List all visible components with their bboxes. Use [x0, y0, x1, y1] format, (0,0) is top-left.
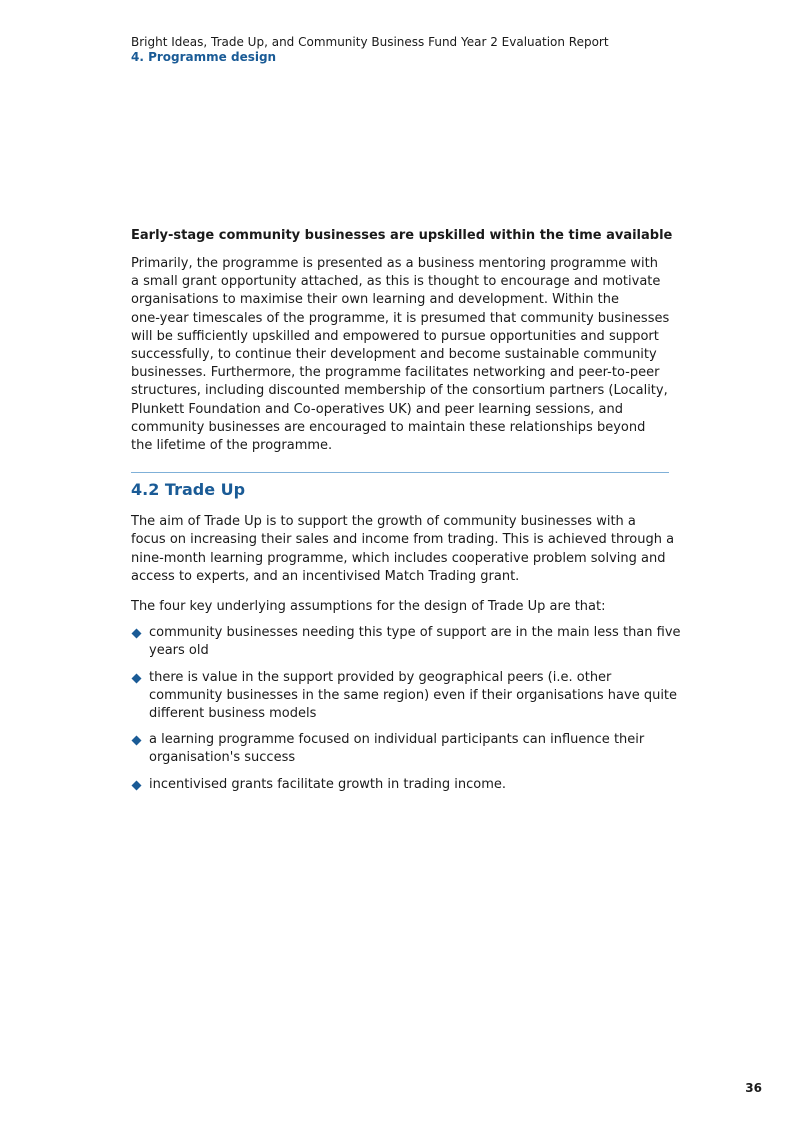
list-item-line: different business models	[149, 706, 317, 722]
assumptions-list	[131, 624, 681, 794]
diamond-bullet-icon	[131, 628, 142, 639]
page-body	[131, 227, 681, 802]
list-item	[131, 669, 678, 724]
diamond-bullet-icon	[131, 735, 142, 746]
list-item-line: community businesses needing this type of support are in the main less than five	[149, 625, 681, 641]
diamond-bullet-icon	[131, 780, 142, 791]
chapter-label: 4. Programme design	[131, 50, 277, 64]
paragraph-line: businesses. Furthermore, the programme facilitates networking and peer-to-peer	[131, 365, 660, 381]
paragraph-line: will be sufficiently upskilled and empowered to pursue opportunities and support	[131, 328, 659, 344]
report-title: Bright Ideas, Trade Up, and Community Business Fund Year 2 Evaluation Report	[131, 35, 609, 49]
paragraph-line: a small grant opportunity attached, as this is thought to encourage and motivate	[131, 274, 661, 290]
paragraph-spacer	[131, 586, 669, 598]
list-item-line: incentivised grants facilitate growth in trading income.	[149, 776, 507, 792]
list-item-line: there is value in the support provided by geographical peers (i.e. other	[149, 669, 612, 685]
assumptions-intro	[131, 598, 669, 616]
paragraph-line: Plunkett Foundation and Co-operatives UK) and peer learning sessions, and	[131, 401, 623, 417]
list-item-line: organisation's success	[149, 750, 296, 766]
paragraph-line: community businesses are encouraged to maintain these relationships beyond	[131, 419, 646, 435]
running-header	[131, 35, 691, 65]
section-divider	[131, 472, 669, 473]
paragraph-line: structures, including discounted membership of the consortium partners (Locality,	[131, 383, 668, 399]
list-item	[131, 731, 669, 767]
list-item-line: community businesses in the same region) even if their organisations have quite	[149, 687, 678, 703]
paragraph-line: focus on increasing their sales and income from trading. This is achieved through a	[131, 532, 675, 548]
diamond-bullet-icon	[131, 673, 142, 684]
page-number: 36	[745, 1081, 762, 1095]
paragraph-line: nine-month learning programme, which includes cooperative problem solving and	[131, 550, 666, 566]
paragraph-line: Primarily, the programme is presented as a business mentoring programme with	[131, 256, 658, 271]
paragraph-line: The aim of Trade Up is to support the growth of community businesses with a	[131, 514, 636, 530]
paragraph-line: successfully, to continue their development and become sustainable community	[131, 347, 657, 363]
paragraph-line: one-year timescales of the programme, it is presumed that community businesses	[131, 310, 670, 326]
list-item-line: years old	[149, 643, 209, 659]
list-item-line: a learning programme focused on individual participants can influence their	[149, 732, 645, 748]
block-paragraph	[131, 255, 669, 455]
paragraph-line: The four key underlying assumptions for the design of Trade Up are that:	[131, 599, 606, 615]
block-heading: Early-stage community businesses are upskilled within the time available	[131, 228, 673, 243]
paragraph-line: access to experts, and an incentivised Match Trading grant.	[131, 568, 520, 584]
list-item	[131, 624, 681, 660]
section-heading: 4.2 Trade Up	[131, 480, 246, 500]
list-item	[131, 776, 669, 794]
section-intro	[131, 513, 675, 586]
paragraph-line: organisations to maximise their own learning and development. Within the	[131, 292, 619, 308]
paragraph-line: the lifetime of the programme.	[131, 438, 333, 454]
